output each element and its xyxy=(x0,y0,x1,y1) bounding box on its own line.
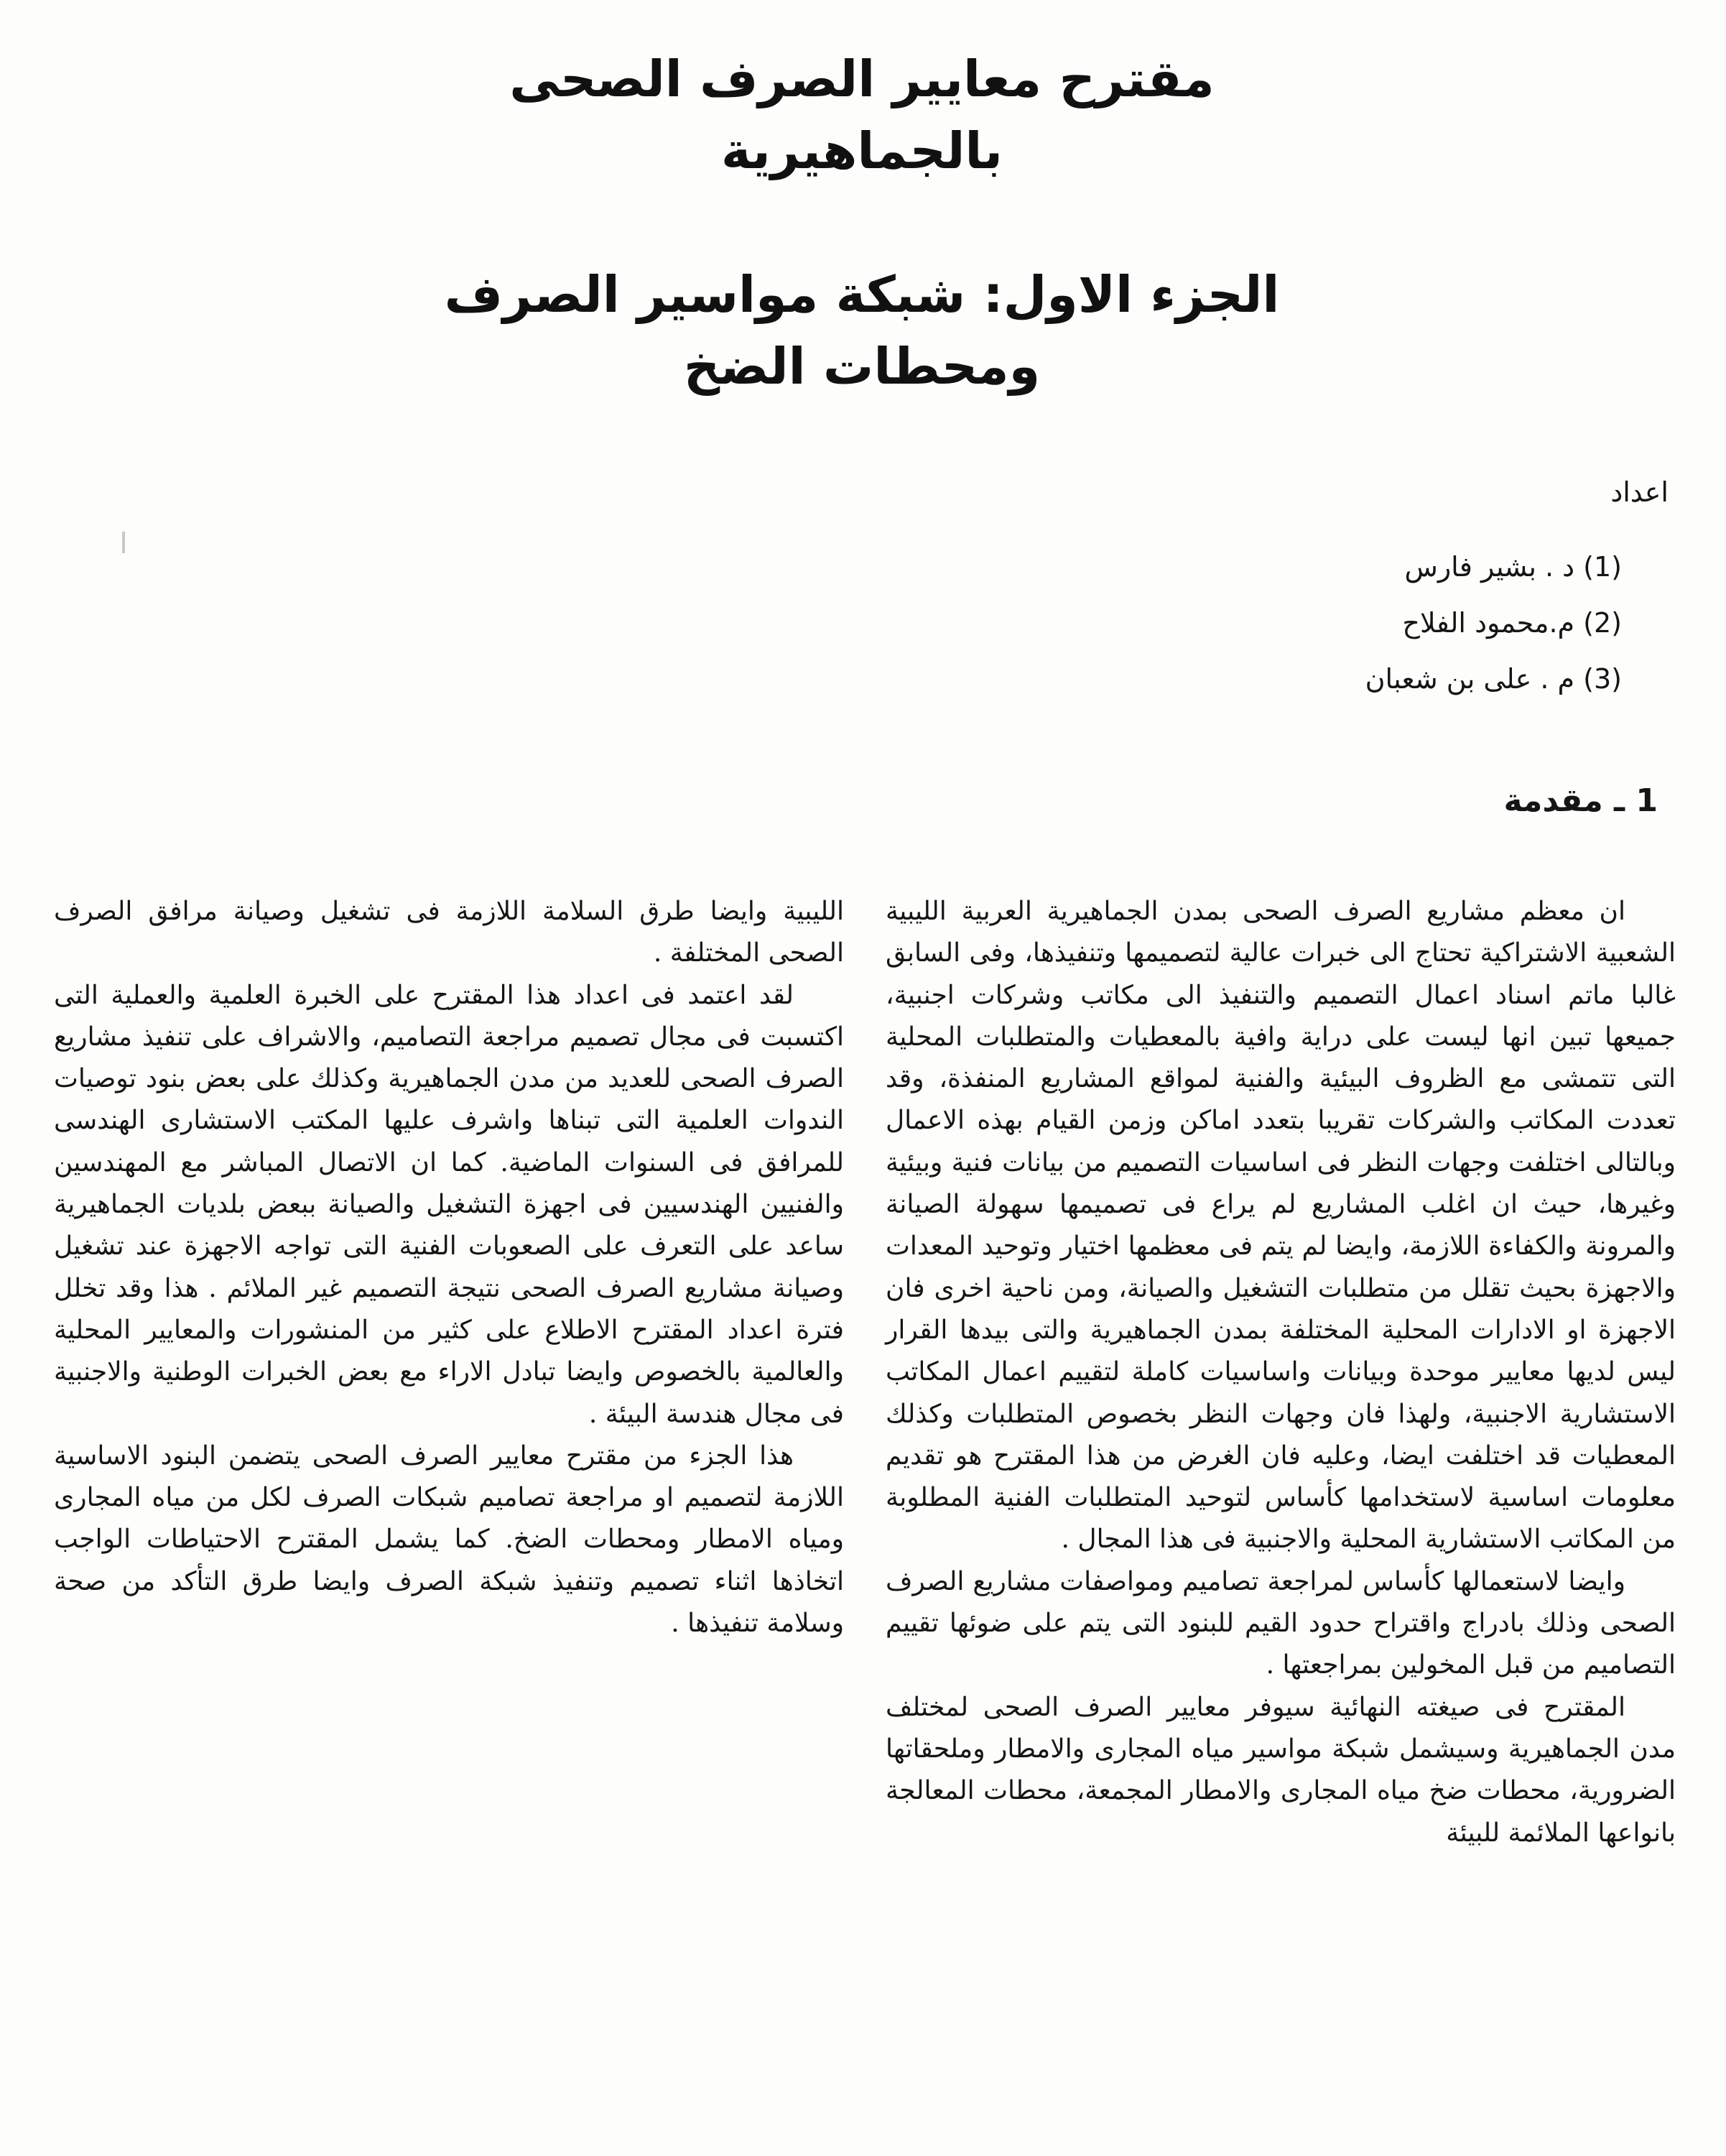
paragraph: وايضا لاستعمالها كأساس لمراجعة تصاميم ومواصفات مشاريع الصرف الصحى وذلك بادراج واقتراح حدود القيم للبنود التى يتم على ضوئها تقييم التصاميم من قبل المخولين بمراجعتها . xyxy=(886,1566,1676,1680)
section-heading-introduction: 1 ـ مقدمة xyxy=(1503,782,1658,819)
author-list xyxy=(1365,539,1622,707)
paragraph: لقد اعتمد فى اعداد هذا المقترح على الخبرة العلمية والعملية التى اكتسبت فى مجال تصميم مراجعة التصاميم، والاشراف على تنفيذ مشاريع الصرف الصحى للعديد من مدن الجماهيرية وكذلك على بعض بنود توصيات الندوات العلمية التى تبناها واشرف عليها المكتب الاستشارى الهندسى للمرافق فى السنوات الماضية. كما ان الاتصال المباشر مع المهندسين والفنيين الهندسيين فى اجهزة التشغيل والصيانة ببعض بلديات الجماهيرية ساعد على التعرف على الصعوبات الفنية التى تواجه الاجهزة عند تشغيل وصيانة مشاريع الصرف الصحى نتيجة التصميم غير الملائم . هذا وقد تخلل فترة اعداد المقترح الاطلاع على كثير من المنشورات والمعايير المحلية والعالمية بالخصوص وايضا تبادل الاراء مع بعض الخبرات الوطنية والاجنبية فى مجال هندسة البيئة . xyxy=(54,980,844,1429)
title-line-1: مقترح معايير الصرف الصحى xyxy=(509,50,1215,108)
document-title xyxy=(215,43,1508,187)
author-item: (2) م.محمود الفلاح xyxy=(1402,607,1622,639)
paragraph: ان معظم مشاريع الصرف الصحى بمدن الجماهيرية العربية الليبية الشعبية الاشتراكية تحتاج الى خبرات عالية لتصميمها وتنفيذها، وفى السابق غالبا ماتم اسناد اعمال التصميم والتنفيذ الى مكاتب وشركات اجنبية، جميعها تبين انها ليست على دراية وافية بالمعطيات والمتطلبات المحلية التى تتمشى مع الظروف البيئية والفنية لمواقع المشاريع المنفذة، وقد تعددت المكاتب والشركات تقريبا بتعدد اماكن وزمن القيام بهذه الاعمال وبالتالى اختلفت وجهات النظر فى اساسيات التصميم من بيانات فنية وبيئية وغيرها، حيث ان اغلب المشاريع لم يراع فى تصميمها سهولة الصيانة والمرونة والكفاءة اللازمة، وايضا لم يتم فى معظمها اختيار وتوحيد المعدات والاجهزة بحيث تقلل من متطلبات التشغيل والصيانة، ومن ناحية اخرى فان الاجهزة او الادارات المحلية المختلفة بمدن الجماهيرية والتى بيدها القرار ليس لديها معايير موحدة وبيانات واساسيات كاملة لتقييم اعمال المكاتب الاستشارية الاجنبية، ولهذا فان وجهات النظر بخصوص المتطلبات وكذلك المعطيات قد اختلفت ايضا، وعليه فان الغرض من هذا المقترح هو تقديم معلومات اساسية لاستخدامها كأساس لتوحيد المتطلبات الفنية المطلوبة من المكاتب الاستشارية المحلية والاجنبية فى هذا المجال . xyxy=(886,897,1676,1555)
author-item: (3) م . على بن شعبان xyxy=(1365,663,1622,695)
prepared-by-label: اعداد xyxy=(1610,476,1669,508)
text-column-left xyxy=(54,891,844,1644)
text-column-right xyxy=(886,891,1676,1854)
scan-mark xyxy=(122,532,125,553)
part-title-line-2: ومحطات الضخ xyxy=(683,337,1041,396)
part-title-line-1: الجزء الاول: شبكة مواسير الصرف xyxy=(444,265,1280,324)
paragraph: الليبية وايضا طرق السلامة اللازمة فى تشغيل وصيانة مرافق الصرف الصحى المختلفة . xyxy=(54,897,844,968)
part-title xyxy=(215,259,1508,402)
paragraph: هذا الجزء من مقترح معايير الصرف الصحى يتضمن البنود الاساسية اللازمة لتصميم او مراجعة تصاميم شبكات الصرف لكل من مياه المجارى ومياه الامطار ومحطات الضخ. كما يشمل المقترح الاحتياطات الواجب اتخاذها اثناء تصميم وتنفيذ شبكة الصرف وايضا طرق التأكد من صحة وسلامة تنفيذها . xyxy=(54,1440,844,1639)
author-item: (1) د . بشير فارس xyxy=(1404,551,1622,583)
title-line-2: بالجماهيرية xyxy=(721,121,1003,180)
paragraph: المقترح فى صيغته النهائية سيوفر معايير الصرف الصحى لمختلف مدن الجماهيرية وسيشمل شبكة مواسير مياه المجارى والامطار وملحقاتها الضرورية، محطات ضخ مياه المجارى والامطار المجمعة، محطات المعالجة بانواعها الملائمة للبيئة xyxy=(886,1692,1676,1848)
